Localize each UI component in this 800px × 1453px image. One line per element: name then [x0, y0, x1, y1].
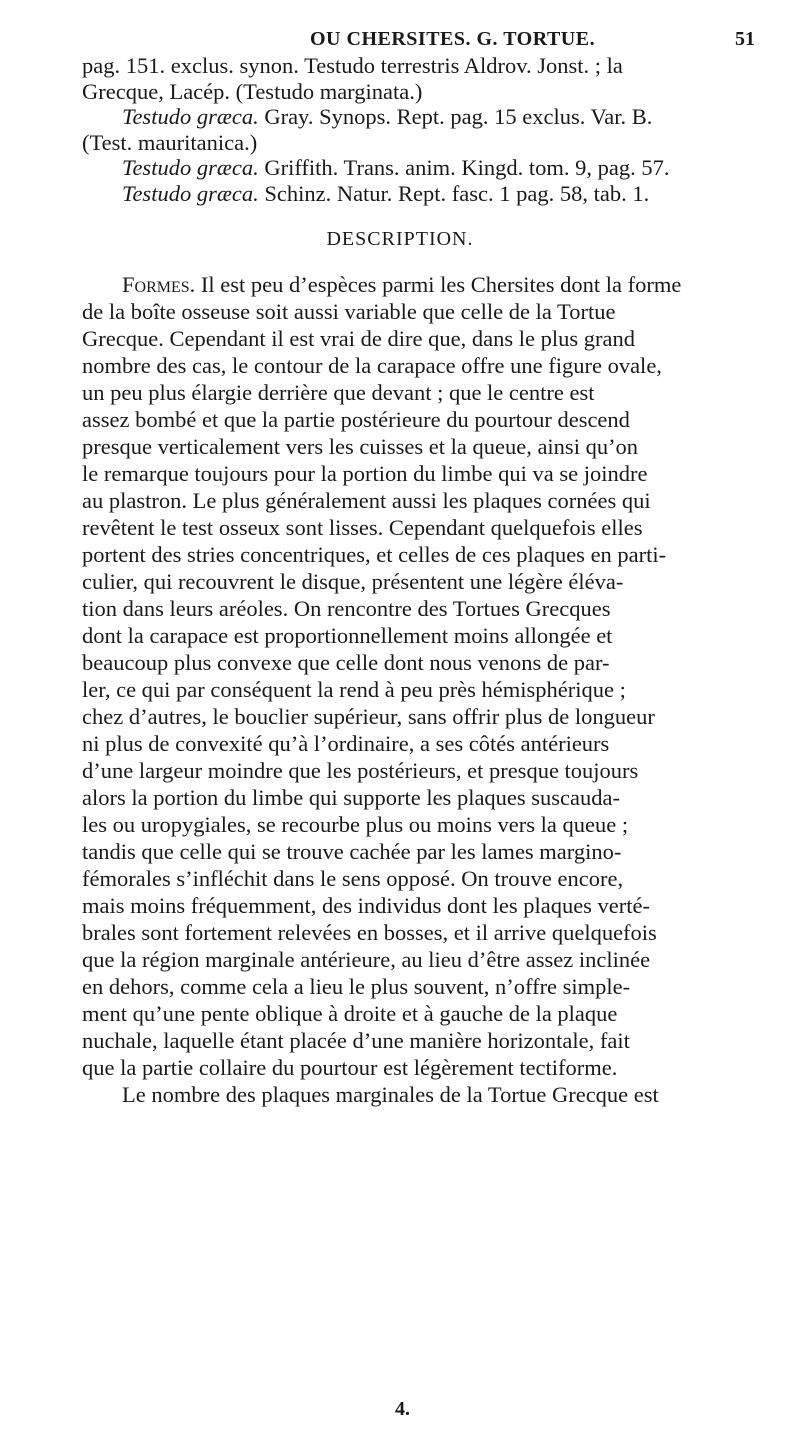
description-line: portent des stries concentriques, et celles de ces plaques en parti- — [82, 542, 667, 567]
description-line: Le nombre des plaques marginales de la Tortue Grecque est — [122, 1082, 659, 1107]
paragraph-lead: Formes. — [122, 272, 196, 297]
description-line: nombre des cas, le contour de la carapace offre une figure ovale, — [82, 353, 662, 378]
description-line: ler, ce qui par conséquent la rend à peu près hémisphérique ; — [82, 677, 626, 702]
species-name: Testudo græca. — [122, 180, 259, 206]
description-first-line — [82, 271, 737, 298]
description-line: dont la carapace est proportionnellement moins allongée et — [82, 623, 613, 648]
description-line: que la région marginale antérieure, au lieu d’être assez inclinée — [82, 947, 651, 972]
synonymy-line: (Test. mauritanica.) — [82, 129, 258, 155]
first-line-text: Il est peu d’espèces parmi les Chersites dont la forme — [195, 272, 682, 297]
description-line: nuchale, laquelle étant placée d’une manière horizontale, fait — [82, 1028, 630, 1053]
description-line: ni plus de convexité qu’à l’ordinaire, a ses côtés antérieurs — [82, 731, 610, 756]
description-line: presque verticalement vers les cuisses et la queue, ainsi qu’on — [82, 434, 639, 459]
section-title: DESCRIPTION. — [326, 228, 474, 250]
description-line: le remarque toujours pour la portion du limbe qui va se joindre — [82, 461, 648, 486]
description-line: ment qu’une pente oblique à droite et à gauche de la plaque — [82, 1001, 618, 1026]
description-line: en dehors, comme cela a lieu le plus souvent, n’offre simple- — [82, 974, 631, 999]
description-line: que la partie collaire du pourtour est légèrement tectiforme. — [82, 1055, 618, 1080]
synonymy-line: Testudo græca. Gray. Synops. Rept. pag. 15 exclus. Var. B. — [122, 104, 653, 129]
description-line: tandis que celle qui se trouve cachée par les lames margino- — [82, 839, 622, 864]
page-number: 51 — [735, 28, 755, 50]
description-line: revêtent le test osseux sont lisses. Cependant quelquefois elles — [82, 515, 643, 540]
synonymy-line: Testudo græca. Schinz. Natur. Rept. fasc. 1 pag. 58, tab. 1. — [122, 180, 650, 206]
running-head: OU CHERSITES. G. TORTUE. — [310, 28, 596, 50]
synonymy-line: pag. 151. exclus. synon. Testudo terrestris Aldrov. Jonst. ; la — [82, 53, 623, 78]
description-line: brales sont fortement relevées en bosses, et il arrive quelquefois — [82, 920, 657, 945]
description-line: de la boîte osseuse soit aussi variable que celle de la Tortue — [82, 299, 616, 324]
description-body — [82, 271, 737, 1108]
description-line: fémorales s’infléchit dans le sens opposé. On trouve encore, — [82, 866, 624, 891]
description-line: d’une largeur moindre que les postérieurs, et presque toujours — [82, 758, 639, 783]
description-line: alors la portion du limbe qui supporte les plaques suscauda- — [82, 785, 621, 810]
description-line: mais moins fréquemment, des individus dont les plaques verté- — [82, 893, 651, 918]
description-line: au plastron. Le plus généralement aussi les plaques cornées qui — [82, 488, 651, 513]
description-line: un peu plus élargie derrière que devant ; que le centre est — [82, 380, 595, 405]
description-line: les ou uropygiales, se recourbe plus ou moins vers la queue ; — [82, 812, 629, 837]
description-line: Grecque. Cependant il est vrai de dire que, dans le plus grand — [82, 326, 635, 351]
synonymy-line: Testudo græca. Griffith. Trans. anim. Kingd. tom. 9, pag. 57. — [122, 155, 670, 180]
description-line: chez d’autres, le bouclier supérieur, sans offrir plus de longueur — [82, 704, 655, 729]
description-line: culier, qui recouvrent le disque, présentent une légère éléva- — [82, 569, 624, 594]
description-line: assez bombé et que la partie postérieure du pourtour descend — [82, 407, 630, 432]
synonymy-line: Grecque, Lacép. (Testudo marginata.) — [82, 78, 423, 104]
species-name: Testudo græca. — [122, 155, 259, 180]
species-name: Testudo græca. — [122, 104, 259, 129]
description-line: beaucoup plus convexe que celle dont nous venons de par- — [82, 650, 610, 675]
signature-mark: 4. — [395, 1398, 410, 1420]
synonymy-block — [82, 53, 737, 206]
description-line: tion dans leurs aréoles. On rencontre des Tortues Grecques — [82, 596, 611, 621]
